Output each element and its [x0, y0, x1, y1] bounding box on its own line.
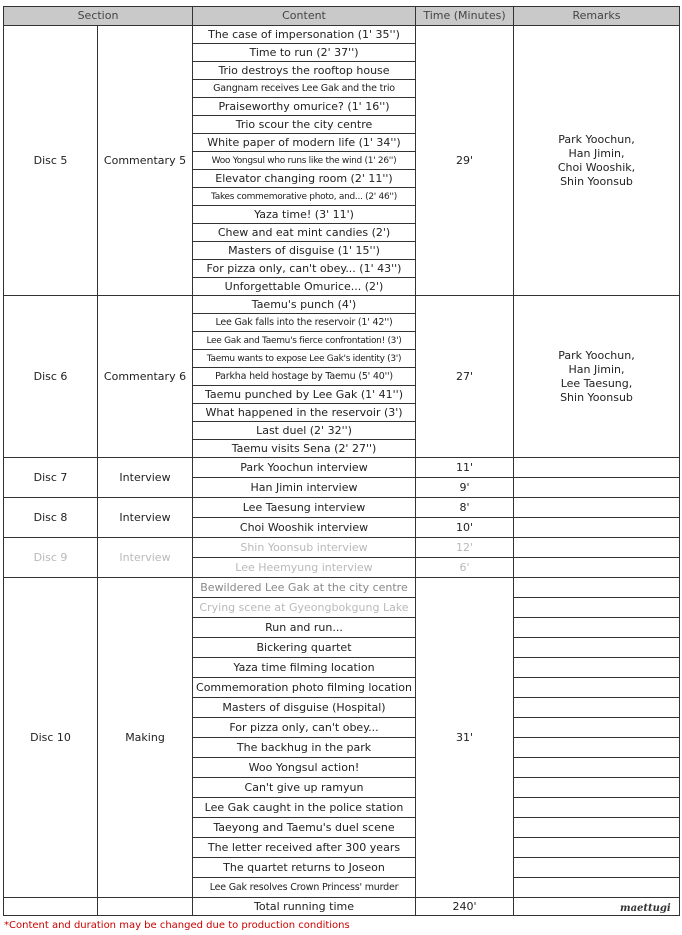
- disc6-remarks: [514, 296, 680, 458]
- disc6-item: Taemu punched by Lee Gak (1' 41''): [193, 386, 416, 404]
- disc10-item: For pizza only, can't obey...: [193, 718, 416, 738]
- disc10-item: Bickering quartet: [193, 638, 416, 658]
- remarks-empty: [514, 478, 680, 498]
- remark-line: Han Jimin,: [568, 146, 625, 160]
- disc5-item: Woo Yongsul who runs like the wind (1' 26''): [193, 152, 416, 170]
- remarks-empty: [514, 738, 680, 758]
- header-section: Section: [4, 7, 193, 26]
- disc10-item: Lee Gak caught in the police station: [193, 798, 416, 818]
- schedule-table: [3, 6, 680, 916]
- disc5-item: Time to run (2' 37''): [193, 44, 416, 62]
- disc6-item: Taemu's punch (4'): [193, 296, 416, 314]
- disc10-item: The letter received after 300 years: [193, 838, 416, 858]
- total-subsection-empty: [98, 898, 193, 916]
- disc10-item: The backhug in the park: [193, 738, 416, 758]
- header-remarks: Remarks: [514, 7, 680, 26]
- disc6-item: Last duel (2' 32''): [193, 422, 416, 440]
- disc10-item: Yaza time filming location: [193, 658, 416, 678]
- remarks-empty: [514, 578, 680, 598]
- disc5-remarks: [514, 26, 680, 296]
- remarks-empty: [514, 678, 680, 698]
- disc7-time: 9': [416, 478, 514, 498]
- disc7-item: Park Yoochun interview: [193, 458, 416, 478]
- disc10-section: Disc 10: [4, 578, 98, 898]
- remarks-empty: [514, 558, 680, 578]
- remarks-empty: [514, 618, 680, 638]
- disc6-section: Disc 6: [4, 296, 98, 458]
- disc5-item: White paper of modern life (1' 34''): [193, 134, 416, 152]
- remarks-empty: [514, 838, 680, 858]
- disc7-time: 11': [416, 458, 514, 478]
- disc7-item: Han Jimin interview: [193, 478, 416, 498]
- disc9-time: 12': [416, 538, 514, 558]
- remark-line: Shin Yoonsub: [560, 390, 633, 404]
- total-time: 240': [416, 898, 514, 916]
- remarks-empty: [514, 718, 680, 738]
- disc7-subsection: Interview: [98, 458, 193, 498]
- remarks-empty: [514, 818, 680, 838]
- disc6-item: Taemu wants to expose Lee Gak's identity (3'): [193, 350, 416, 368]
- disc8-time: 10': [416, 518, 514, 538]
- remarks-empty: [514, 778, 680, 798]
- remarks-empty: [514, 498, 680, 518]
- disc10-subsection: Making: [98, 578, 193, 898]
- disc5-item: Trio destroys the rooftop house: [193, 62, 416, 80]
- disc8-time: 8': [416, 498, 514, 518]
- remark-line: Han Jimin,: [568, 362, 625, 376]
- remark-line: Park Yoochun,: [558, 348, 635, 362]
- disc5-item: Praiseworthy omurice? (1' 16''): [193, 98, 416, 116]
- disc9-item: Lee Heemyung interview: [193, 558, 416, 578]
- disc5-item: Unforgettable Omurice... (2'): [193, 278, 416, 296]
- disc9-section: Disc 9: [4, 538, 98, 578]
- disc5-item: Takes commemorative photo, and... (2' 46''): [193, 188, 416, 206]
- remarks-empty: [514, 638, 680, 658]
- disc5-section: Disc 5: [4, 26, 98, 296]
- disc10-item: Lee Gak resolves Crown Princess' murder: [193, 878, 416, 898]
- disc5-item: For pizza only, can't obey... (1' 43''): [193, 260, 416, 278]
- footnote: *Content and duration may be changed due to production conditions: [4, 920, 350, 931]
- disc10-item: Woo Yongsul action!: [193, 758, 416, 778]
- disc10-item: Taeyong and Taemu's duel scene: [193, 818, 416, 838]
- remarks-empty: [514, 758, 680, 778]
- disc10-item: Commemoration photo filming location: [193, 678, 416, 698]
- remarks-empty: [514, 798, 680, 818]
- disc10-item: Can't give up ramyun: [193, 778, 416, 798]
- disc10-time: 31': [416, 578, 514, 898]
- remarks-empty: [514, 518, 680, 538]
- disc5-subsection: Commentary 5: [98, 26, 193, 296]
- disc10-item: Masters of disguise (Hospital): [193, 698, 416, 718]
- disc10-item: Bewildered Lee Gak at the city centre: [193, 578, 416, 598]
- disc9-time: 6': [416, 558, 514, 578]
- remark-line: Park Yoochun,: [558, 132, 635, 146]
- disc6-item: Lee Gak and Taemu's fierce confrontation! (3'): [193, 332, 416, 350]
- disc10-item: The quartet returns to Joseon: [193, 858, 416, 878]
- disc5-item: The case of impersonation (1' 35''): [193, 26, 416, 44]
- disc9-item: Shin Yoonsub interview: [193, 538, 416, 558]
- watermark: maettugi: [620, 903, 671, 914]
- disc8-section: Disc 8: [4, 498, 98, 538]
- header-content: Content: [193, 7, 416, 26]
- disc9-subsection: Interview: [98, 538, 193, 578]
- total-label: Total running time: [193, 898, 416, 916]
- disc6-item: What happened in the reservoir (3'): [193, 404, 416, 422]
- remarks-empty: [514, 538, 680, 558]
- disc8-item: Choi Wooshik interview: [193, 518, 416, 538]
- disc5-item: Masters of disguise (1' 15''): [193, 242, 416, 260]
- remarks-empty: [514, 698, 680, 718]
- remark-line: Shin Yoonsub: [560, 174, 633, 188]
- disc6-item: Lee Gak falls into the reservoir (1' 42''): [193, 314, 416, 332]
- disc8-subsection: Interview: [98, 498, 193, 538]
- remarks-empty: [514, 458, 680, 478]
- disc8-item: Lee Taesung interview: [193, 498, 416, 518]
- remarks-empty: [514, 598, 680, 618]
- disc6-subsection: Commentary 6: [98, 296, 193, 458]
- disc10-item: Crying scene at Gyeongbokgung Lake: [193, 598, 416, 618]
- header-time: Time (Minutes): [416, 7, 514, 26]
- remarks-empty: [514, 858, 680, 878]
- disc7-section: Disc 7: [4, 458, 98, 498]
- disc6-item: Taemu visits Sena (2' 27''): [193, 440, 416, 458]
- disc10-item: Run and run...: [193, 618, 416, 638]
- disc5-item: Yaza time! (3' 11'): [193, 206, 416, 224]
- remark-line: Choi Wooshik,: [557, 160, 636, 174]
- disc5-item: Elevator changing room (2' 11''): [193, 170, 416, 188]
- disc6-time: 27': [416, 296, 514, 458]
- remarks-empty: [514, 658, 680, 678]
- disc5-item: Chew and eat mint candies (2'): [193, 224, 416, 242]
- remark-line: Lee Taesung,: [560, 376, 633, 390]
- total-section-empty: [4, 898, 98, 916]
- disc5-item: Gangnam receives Lee Gak and the trio: [193, 80, 416, 98]
- disc6-item: Parkha held hostage by Taemu (5' 40''): [193, 368, 416, 386]
- remarks-empty: [514, 878, 680, 898]
- disc5-item: Trio scour the city centre: [193, 116, 416, 134]
- disc5-time: 29': [416, 26, 514, 296]
